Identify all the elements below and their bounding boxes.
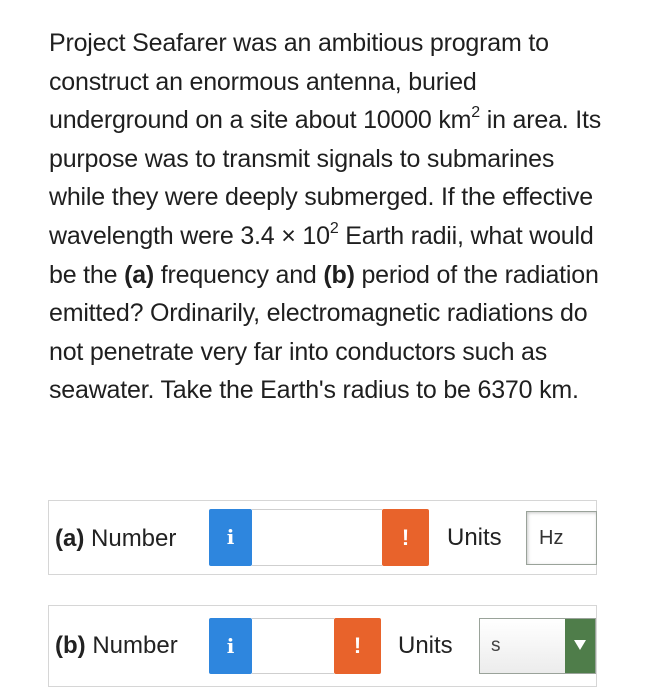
problem-text-3: Earth radii, what would be the — [49, 221, 594, 289]
number-label-b: (b) Number — [55, 632, 178, 659]
info-icon[interactable]: i — [209, 509, 252, 566]
warning-icon[interactable]: ! — [382, 509, 429, 566]
answer-row-b — [48, 605, 597, 687]
number-input-b[interactable] — [252, 618, 334, 674]
units-select-b[interactable] — [479, 618, 596, 674]
problem-text-2: in area. Its purpose was to transmit signals to submarines while they were deeply submerged. If the effective wavelength were 3.4 × 10 — [49, 106, 602, 250]
answer-row-a — [48, 500, 597, 575]
chevron-down-icon[interactable] — [565, 619, 595, 673]
warning-icon[interactable]: ! — [334, 618, 381, 674]
units-field-a[interactable]: Hz — [526, 511, 597, 565]
part-b-tag: (b) — [323, 260, 355, 289]
number-input-a[interactable] — [252, 509, 382, 566]
number-label-a: (a) Number — [55, 525, 177, 552]
problem-text-5: period of the radiation emitted? Ordinarily, electromagnetic radiations do not penetrate very far into conductors such as seawater. Take the Earth's radius to be 6370 km. — [49, 260, 599, 405]
superscript-exponent: 2 — [329, 219, 339, 237]
superscript-area: 2 — [471, 103, 480, 121]
part-a-tag: (a) — [124, 260, 155, 289]
problem-text-1: Project Seafarer was an ambitious program to construct an enormous antenna, buried underground on a site about 10000 km — [49, 29, 549, 135]
units-label-a: Units — [447, 524, 502, 551]
problem-statement — [49, 24, 609, 410]
info-icon[interactable]: i — [209, 618, 252, 674]
units-select-value: s — [491, 635, 501, 656]
units-label-b: Units — [398, 632, 453, 659]
problem-text-4: frequency and — [154, 260, 324, 289]
